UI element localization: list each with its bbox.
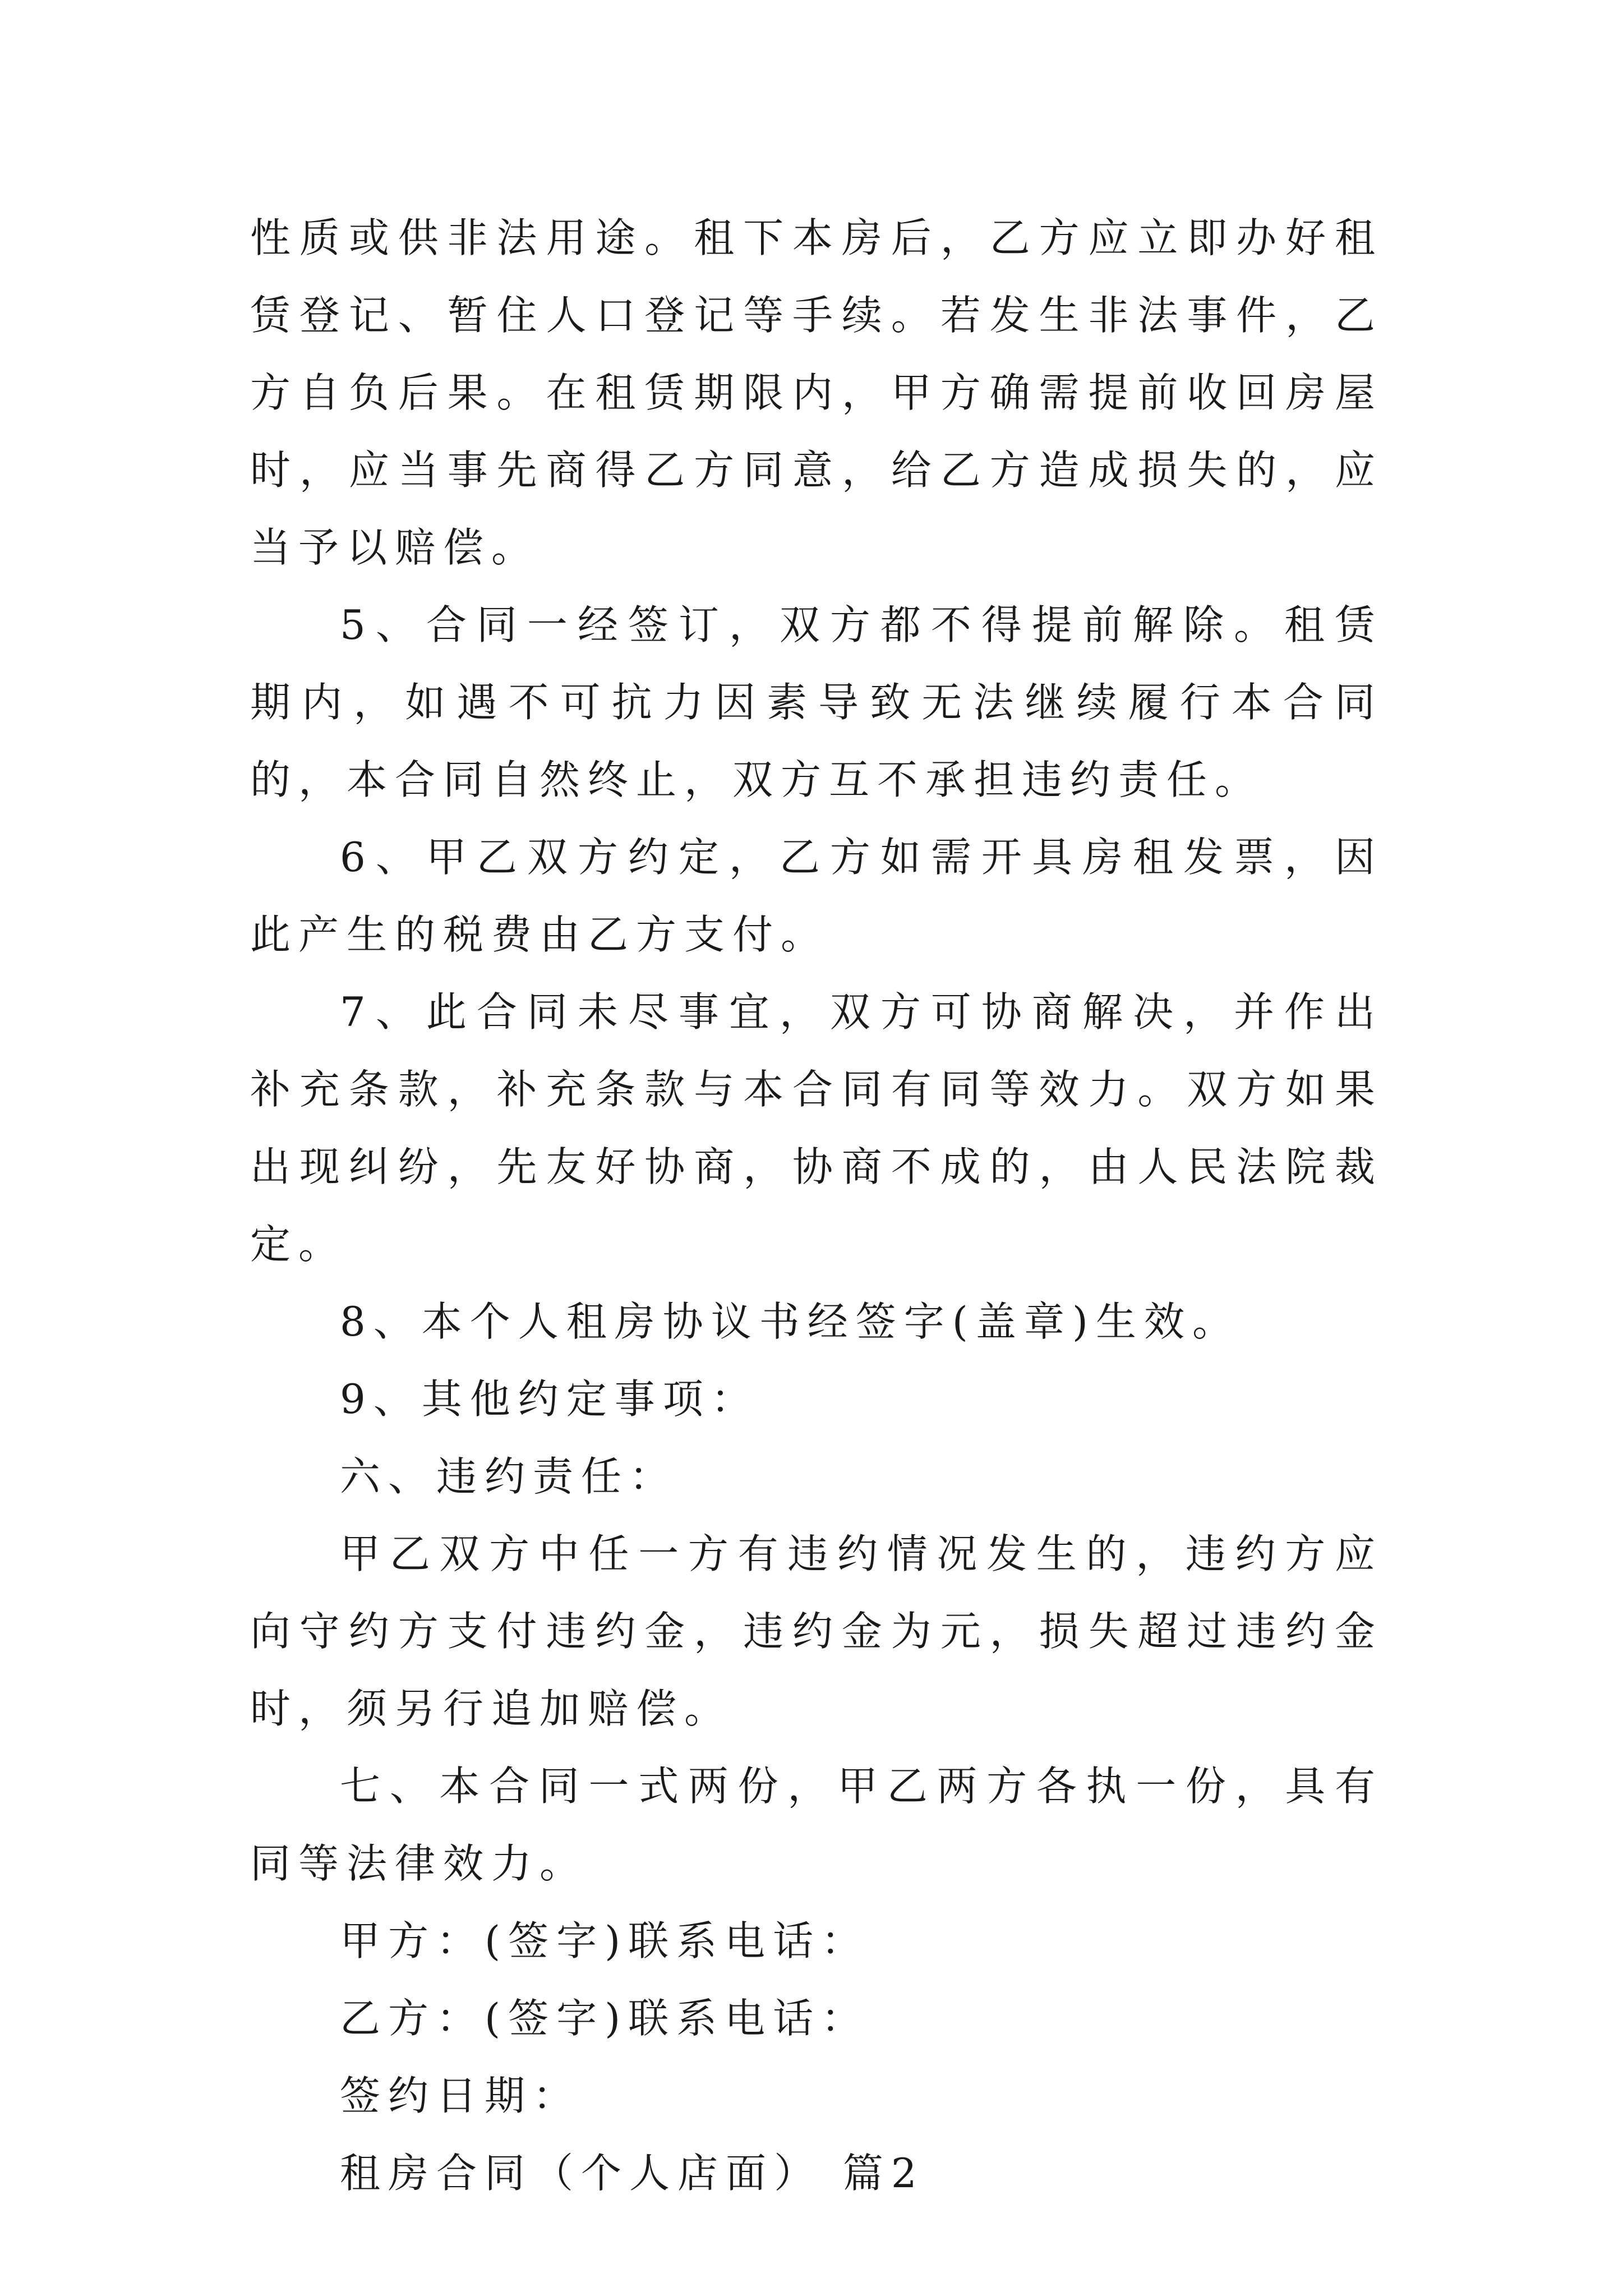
paragraph-clause-7: 7、此合同未尽事宜，双方可协商解决，并作出补充条款，补充条款与本合同有同等效力。双方如果出现纠纷，先友好协商，协商不成的，由人民法院裁定。 — [250, 988, 1383, 1268]
signature-party-a: 甲方：(签字)联系电话： — [340, 1917, 870, 1964]
paragraph-continuation: 性质或供非法用途。租下本房后，乙方应立即办好租赁登记、暂住人口登记等手续。若发生非法事件，乙方自负后果。在租赁期限内，甲方确需提前收回房屋时，应当事先商得乙方同意，给乙方造成损失的，应当予以赔偿。 — [250, 214, 1383, 571]
section-heading-breach: 六、违约责任： — [340, 1453, 678, 1500]
document-body — [250, 199, 1383, 2212]
signature-party-b: 乙方：(签字)联系电话： — [340, 1995, 870, 2042]
paragraph-clause-6: 6、甲乙双方约定，乙方如需开具房租发票，因此产生的税费由乙方支付。 — [250, 834, 1383, 958]
paragraph-breach-liability: 甲乙双方中任一方有违约情况发生的，违约方应向守约方支付违约金，违约金为元，损失超过违约金时，须另行追加赔偿。 — [250, 1530, 1383, 1732]
signing-date: 签约日期： — [340, 2072, 582, 2119]
section-copies: 七、本合同一式两份，甲乙两方各执一份，具有同等法律效力。 — [250, 1763, 1383, 1887]
paragraph-clause-5: 5、合同一经签订，双方都不得提前解除。租赁期内，如遇不可抗力因素导致无法继续履行本合同的，本合同自然终止，双方互不承担违约责任。 — [250, 601, 1383, 803]
paragraph-clause-9: 9、其他约定事项： — [340, 1375, 759, 1423]
paragraph-clause-8: 8、本个人租房协议书经签字(盖章)生效。 — [340, 1298, 1241, 1345]
next-contract-heading: 租房合同（个人店面） 篇2 — [340, 2150, 925, 2197]
